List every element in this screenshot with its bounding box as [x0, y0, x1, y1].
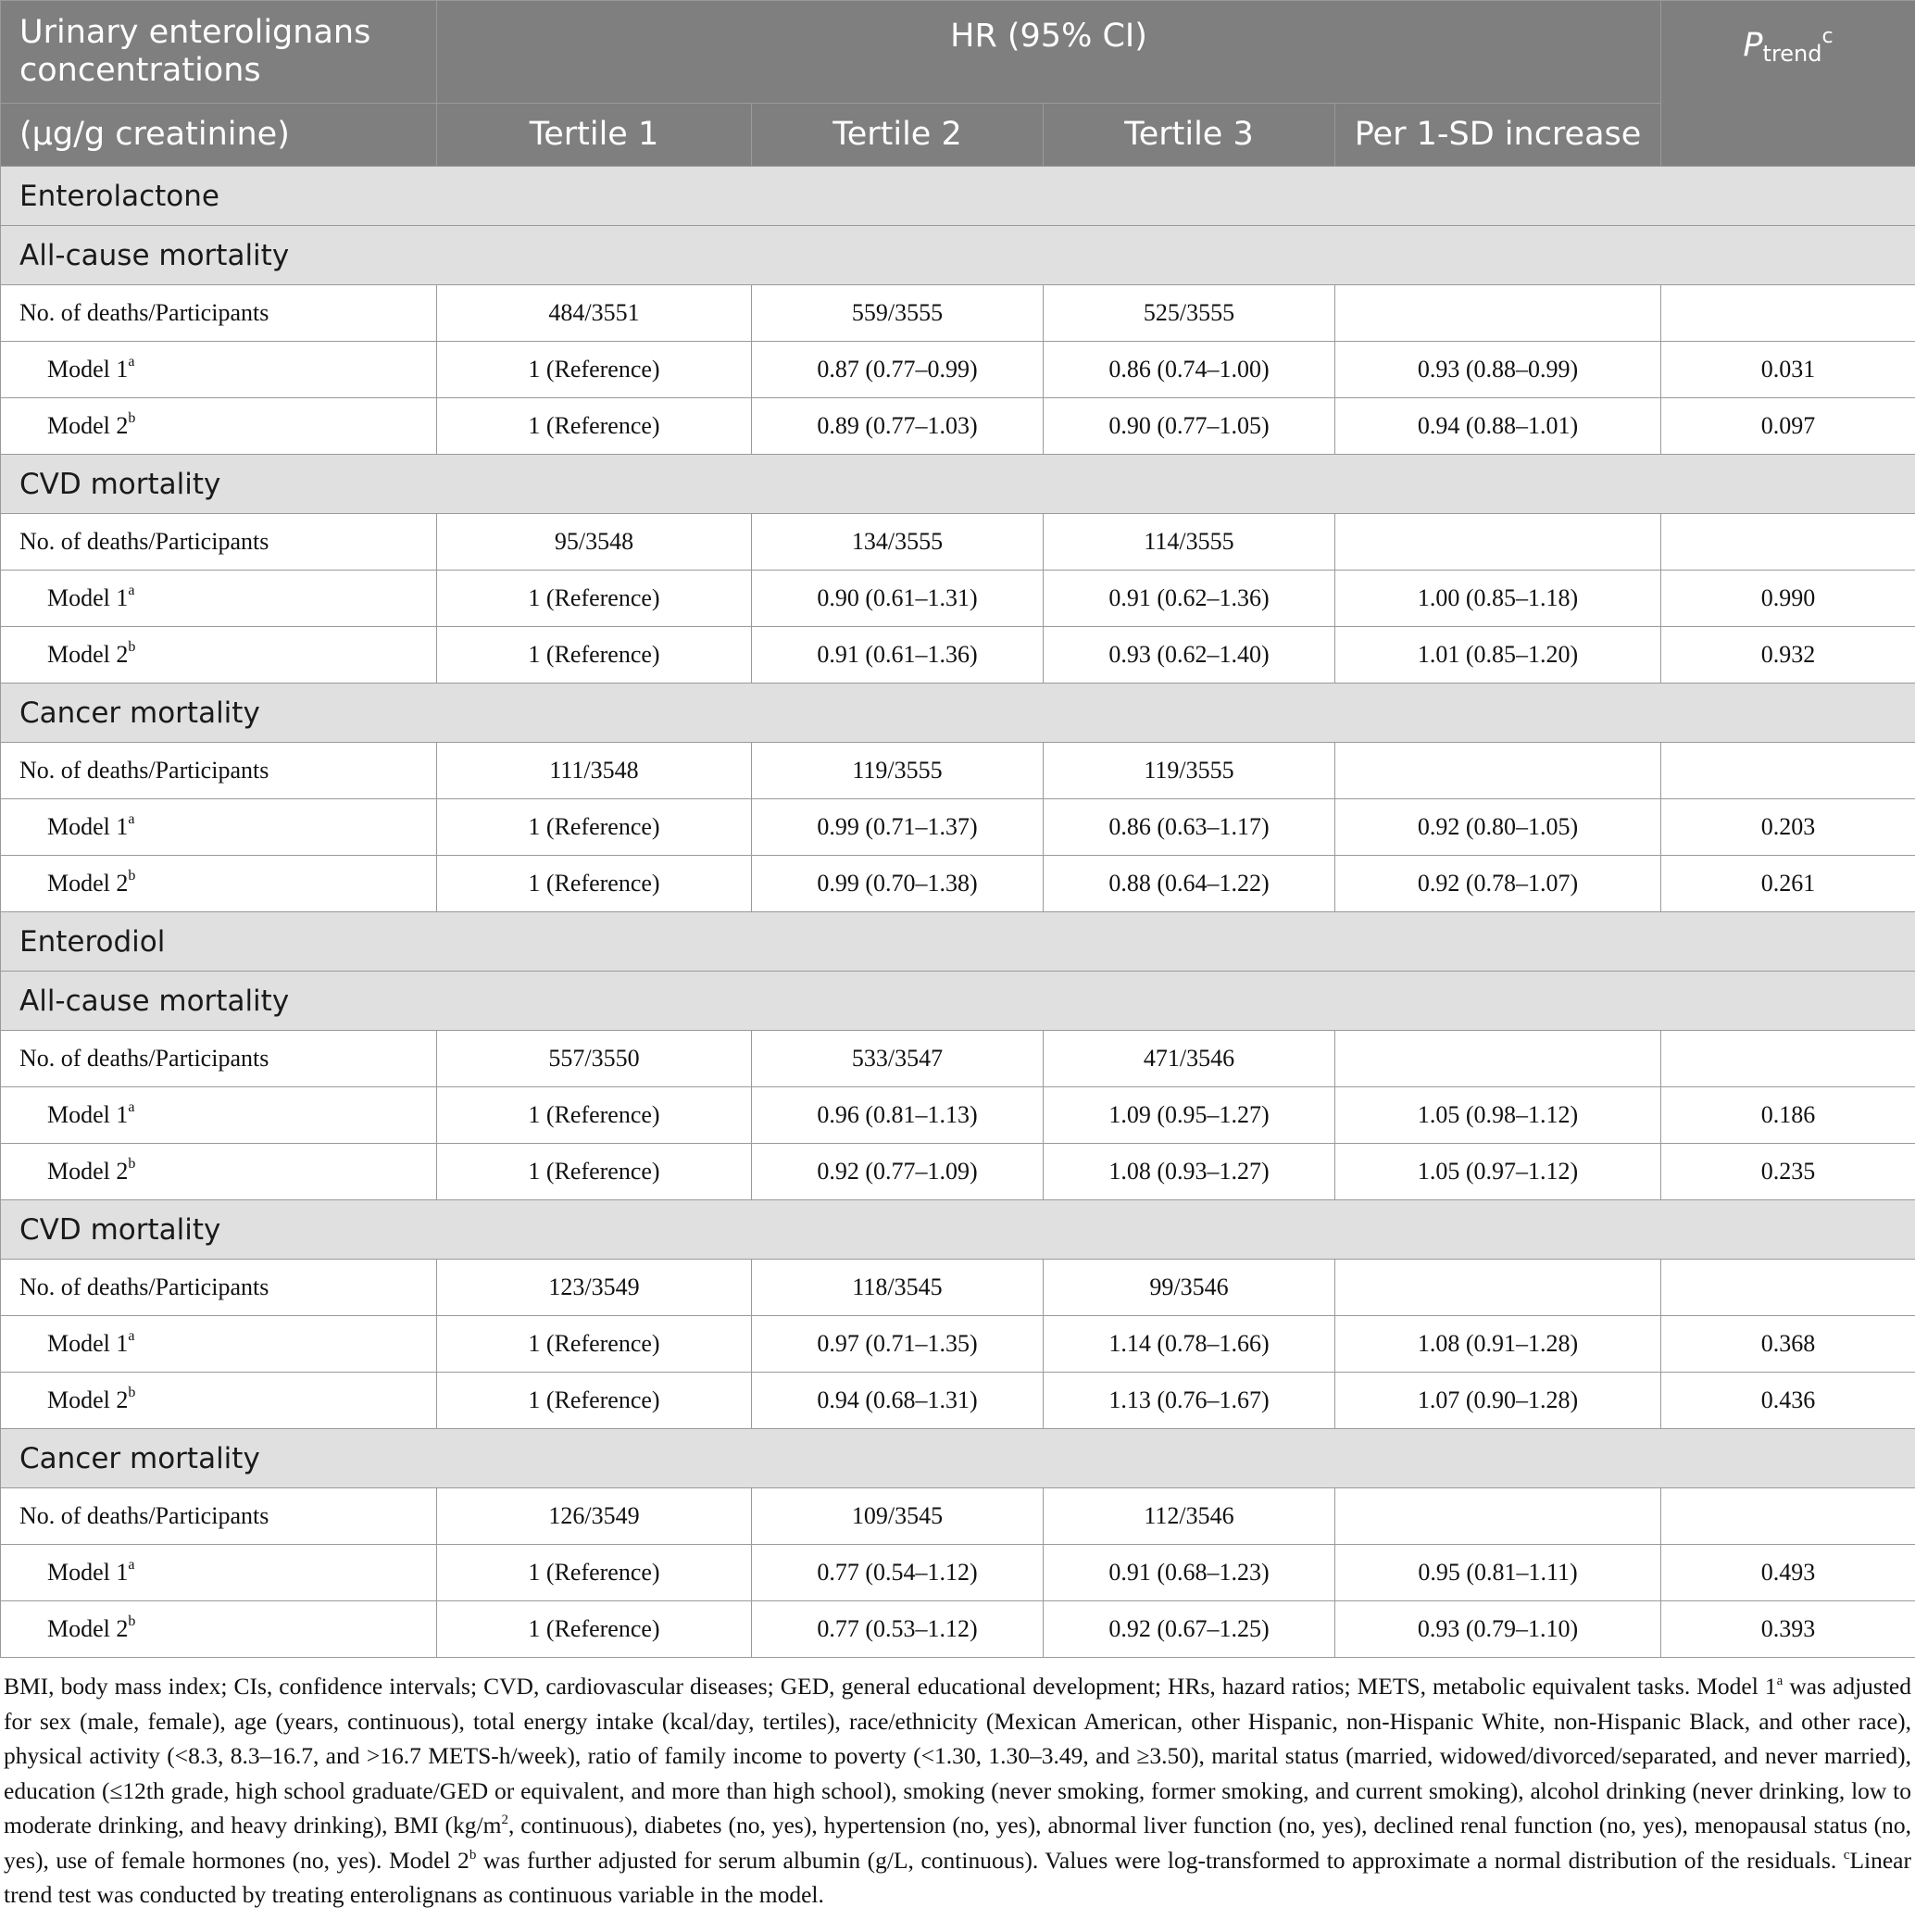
row-label-superscript: a: [128, 354, 135, 370]
cell-tertile-1: 1 (Reference): [437, 1373, 752, 1429]
cell-tertile-3: 471/3546: [1044, 1031, 1335, 1087]
p-trend-subscript: trend: [1762, 41, 1822, 67]
row-label-superscript: a: [128, 583, 135, 598]
table-footnote: [0, 1658, 1915, 1913]
row-label-cell: [1, 627, 437, 684]
row-label: Model 1: [47, 584, 129, 611]
outcome-row: [1, 1429, 1915, 1488]
cell-per-sd: 1.07 (0.90–1.28): [1335, 1373, 1661, 1429]
cell-tertile-2: 134/3555: [752, 514, 1044, 571]
cell-tertile-1: 1 (Reference): [437, 627, 752, 684]
footnote-sup-b: b: [469, 1847, 477, 1863]
section-label: Cancer mortality: [1, 1429, 1915, 1488]
cell-tertile-2: 0.92 (0.77–1.09): [752, 1144, 1044, 1200]
cell-p-trend: [1661, 514, 1915, 571]
cell-tertile-3: 0.92 (0.67–1.25): [1044, 1601, 1335, 1658]
row-label-cell: [1, 1545, 437, 1601]
cell-p-trend: 0.186: [1661, 1087, 1915, 1144]
cell-p-trend: 0.990: [1661, 571, 1915, 627]
table-body: [1, 167, 1915, 1658]
p-trend-symbol: P: [1743, 27, 1763, 64]
header-tertile-2: Tertile 2: [752, 104, 1044, 167]
cell-tertile-3: 0.91 (0.68–1.23): [1044, 1545, 1335, 1601]
row-label-cell: [1, 1087, 437, 1144]
cell-tertile-1: 123/3549: [437, 1260, 752, 1316]
cell-tertile-2: 118/3545: [752, 1260, 1044, 1316]
cell-tertile-3: 1.08 (0.93–1.27): [1044, 1144, 1335, 1200]
row-label: Model 2: [47, 1615, 129, 1642]
cell-per-sd: [1335, 514, 1661, 571]
cell-p-trend: 0.393: [1661, 1601, 1915, 1658]
cell-tertile-2: 559/3555: [752, 285, 1044, 342]
row-label: Model 2: [47, 870, 129, 897]
model-2-row: [1, 398, 1915, 455]
row-label-superscript: a: [128, 1099, 135, 1115]
cell-tertile-2: 0.89 (0.77–1.03): [752, 398, 1044, 455]
cell-tertile-1: 557/3550: [437, 1031, 752, 1087]
outcome-row: [1, 684, 1915, 743]
row-label-superscript: a: [128, 1557, 135, 1573]
cell-tertile-2: 0.96 (0.81–1.13): [752, 1087, 1044, 1144]
row-label: No. of deaths/Participants: [19, 757, 269, 784]
section-label: Enterolactone: [1, 167, 1915, 226]
model-1-row: [1, 1316, 1915, 1373]
deaths-row: [1, 743, 1915, 799]
cell-tertile-1: 95/3548: [437, 514, 752, 571]
cell-tertile-2: 0.97 (0.71–1.35): [752, 1316, 1044, 1373]
row-label-superscript: b: [128, 868, 136, 884]
row-label: Model 2: [47, 1386, 129, 1413]
cell-tertile-2: 0.90 (0.61–1.31): [752, 571, 1044, 627]
row-label-cell: [1, 514, 437, 571]
header-col1-units: (μg/g creatinine): [1, 104, 437, 167]
row-label-cell: [1, 856, 437, 912]
cell-tertile-3: 99/3546: [1044, 1260, 1335, 1316]
row-label: No. of deaths/Participants: [19, 528, 269, 555]
cell-p-trend: [1661, 1260, 1915, 1316]
outcome-row: [1, 1200, 1915, 1260]
cell-p-trend: [1661, 743, 1915, 799]
row-label-cell: [1, 743, 437, 799]
cell-tertile-1: 1 (Reference): [437, 856, 752, 912]
cell-per-sd: 0.93 (0.79–1.10): [1335, 1601, 1661, 1658]
cell-tertile-1: 1 (Reference): [437, 1087, 752, 1144]
row-label-superscript: b: [128, 1385, 136, 1400]
cell-tertile-1: 1 (Reference): [437, 342, 752, 398]
row-label-cell: [1, 1601, 437, 1658]
cell-tertile-3: 1.14 (0.78–1.66): [1044, 1316, 1335, 1373]
footnote-part-1: BMI, body mass index; CIs, confidence intervals; CVD, cardiovascular diseases; GED, general educational development; HRs, hazard ratios; METS, metabolic equivalent tasks. Model 1: [4, 1673, 1777, 1700]
header-col1-title: [1, 1, 437, 104]
section-label: CVD mortality: [1, 455, 1915, 514]
cell-p-trend: [1661, 1488, 1915, 1545]
row-label-cell: [1, 1373, 437, 1429]
cell-per-sd: 0.93 (0.88–0.99): [1335, 342, 1661, 398]
row-label-cell: [1, 342, 437, 398]
outcome-row: [1, 455, 1915, 514]
cell-tertile-1: 1 (Reference): [437, 799, 752, 856]
footnote-part-2: was adjusted for sex (male, female), age (years, continuous), total energy intake (kcal/day, tertiles), race/ethnicity (Mexican American, other Hispanic, non-Hispanic White, non-Hispanic Black, and other race), physical activity (<8.3, 8.3–16.7, and >16.7 METS-h/week), ratio of family income to poverty (<1.30, 1.30–3.49, and ≥3.50), marital status (married, widowed/divorced/separated, and never married), education (≤12th grade, high school graduate/GED or equivalent, and more than high school), smoking (never smoking, former smoking, and current smoking), alcohol drinking (never drinking, low to moderate drinking, and heavy drinking), BMI (kg/m: [4, 1673, 1911, 1838]
cell-tertile-1: 1 (Reference): [437, 1601, 752, 1658]
model-2-row: [1, 1601, 1915, 1658]
cell-tertile-1: 484/3551: [437, 285, 752, 342]
row-label-superscript: b: [128, 639, 136, 655]
cell-p-trend: 0.031: [1661, 342, 1915, 398]
header-hr-group: HR (95% CI): [437, 1, 1661, 104]
cell-tertile-3: 112/3546: [1044, 1488, 1335, 1545]
footnote-sup-2: 2: [501, 1813, 508, 1827]
deaths-row: [1, 285, 1915, 342]
cell-tertile-3: 1.09 (0.95–1.27): [1044, 1087, 1335, 1144]
cell-tertile-3: 0.86 (0.74–1.00): [1044, 342, 1335, 398]
row-label-superscript: a: [128, 811, 135, 827]
cell-per-sd: [1335, 1031, 1661, 1087]
cell-per-sd: 0.92 (0.80–1.05): [1335, 799, 1661, 856]
cell-per-sd: [1335, 743, 1661, 799]
row-label-cell: [1, 1488, 437, 1545]
row-label-cell: [1, 1031, 437, 1087]
deaths-row: [1, 1031, 1915, 1087]
cell-p-trend: 0.235: [1661, 1144, 1915, 1200]
cell-p-trend: [1661, 1031, 1915, 1087]
cell-tertile-3: 119/3555: [1044, 743, 1335, 799]
cell-tertile-2: 0.77 (0.54–1.12): [752, 1545, 1044, 1601]
deaths-row: [1, 1488, 1915, 1545]
model-1-row: [1, 1545, 1915, 1601]
row-label: Model 2: [47, 412, 129, 439]
section-label: Cancer mortality: [1, 684, 1915, 743]
cell-p-trend: 0.493: [1661, 1545, 1915, 1601]
row-label: No. of deaths/Participants: [19, 299, 269, 326]
cell-tertile-2: 0.99 (0.70–1.38): [752, 856, 1044, 912]
cell-tertile-3: 114/3555: [1044, 514, 1335, 571]
cell-p-trend: 0.436: [1661, 1373, 1915, 1429]
cell-tertile-3: 1.13 (0.76–1.67): [1044, 1373, 1335, 1429]
section-label: CVD mortality: [1, 1200, 1915, 1260]
cell-p-trend: 0.203: [1661, 799, 1915, 856]
cell-tertile-1: 1 (Reference): [437, 398, 752, 455]
cell-per-sd: 0.92 (0.78–1.07): [1335, 856, 1661, 912]
model-1-row: [1, 342, 1915, 398]
model-2-row: [1, 627, 1915, 684]
cell-p-trend: 0.932: [1661, 627, 1915, 684]
cell-tertile-1: 1 (Reference): [437, 1545, 752, 1601]
cell-tertile-2: 109/3545: [752, 1488, 1044, 1545]
compound-row-enterolactone: [1, 167, 1915, 226]
cell-per-sd: 1.01 (0.85–1.20): [1335, 627, 1661, 684]
row-label-cell: [1, 799, 437, 856]
cell-tertile-3: 0.86 (0.63–1.17): [1044, 799, 1335, 856]
cell-tertile-3: 525/3555: [1044, 285, 1335, 342]
cell-tertile-2: 119/3555: [752, 743, 1044, 799]
cell-tertile-1: 1 (Reference): [437, 571, 752, 627]
section-label: Enterodiol: [1, 912, 1915, 972]
row-label: Model 1: [47, 813, 129, 840]
cell-p-trend: 0.368: [1661, 1316, 1915, 1373]
cell-per-sd: 1.00 (0.85–1.18): [1335, 571, 1661, 627]
cell-tertile-1: 1 (Reference): [437, 1144, 752, 1200]
row-label: No. of deaths/Participants: [19, 1273, 269, 1300]
model-1-row: [1, 571, 1915, 627]
deaths-row: [1, 514, 1915, 571]
header-p-trend: [1661, 1, 1915, 167]
row-label: No. of deaths/Participants: [19, 1045, 269, 1072]
cell-tertile-3: 0.91 (0.62–1.36): [1044, 571, 1335, 627]
cell-per-sd: [1335, 1488, 1661, 1545]
cell-tertile-1: 111/3548: [437, 743, 752, 799]
cell-per-sd: [1335, 1260, 1661, 1316]
cell-tertile-3: 0.90 (0.77–1.05): [1044, 398, 1335, 455]
cell-per-sd: 1.05 (0.97–1.12): [1335, 1144, 1661, 1200]
outcome-row: [1, 972, 1915, 1031]
cell-tertile-1: 1 (Reference): [437, 1316, 752, 1373]
footnote-part-3: , continuous), diabetes (no, yes), hypertension (no, yes), abnormal liver function (no, yes), declined renal function (no, yes), menopausal status (no, yes), use of female hormones (no, yes). Model 2: [4, 1812, 1911, 1874]
cell-tertile-2: 0.77 (0.53–1.12): [752, 1601, 1044, 1658]
row-label: Model 1: [47, 1330, 129, 1357]
model-2-row: [1, 1373, 1915, 1429]
model-2-row: [1, 1144, 1915, 1200]
cell-p-trend: 0.261: [1661, 856, 1915, 912]
cell-per-sd: 1.08 (0.91–1.28): [1335, 1316, 1661, 1373]
deaths-row: [1, 1260, 1915, 1316]
row-label-cell: [1, 1316, 437, 1373]
footnote-sup-a: a: [1776, 1674, 1784, 1688]
cell-per-sd: 1.05 (0.98–1.12): [1335, 1087, 1661, 1144]
cell-tertile-1: 126/3549: [437, 1488, 752, 1545]
header-col1-line1: Urinary enterolignans concentrations: [19, 14, 371, 89]
header-per-sd: Per 1-SD increase: [1335, 104, 1661, 167]
row-label: Model 1: [47, 1559, 129, 1586]
cell-per-sd: 0.95 (0.81–1.11): [1335, 1545, 1661, 1601]
cell-tertile-3: 0.93 (0.62–1.40): [1044, 627, 1335, 684]
cell-tertile-2: 0.87 (0.77–0.99): [752, 342, 1044, 398]
row-label: Model 1: [47, 1101, 129, 1128]
row-label-superscript: b: [128, 1613, 136, 1629]
compound-row-enterodiol: [1, 912, 1915, 972]
cell-tertile-3: 0.88 (0.64–1.22): [1044, 856, 1335, 912]
header-tertile-1: Tertile 1: [437, 104, 752, 167]
footnote-sup-c: c: [1843, 1847, 1850, 1863]
row-label: Model 2: [47, 641, 129, 668]
footnote-part-4: was further adjusted for serum albumin (g/L, continuous). Values were log-transformed to approximate a normal distribution of the residuals.: [476, 1846, 1844, 1874]
model-1-row: [1, 799, 1915, 856]
header-row-1: [1, 1, 1915, 104]
row-label-cell: [1, 1260, 437, 1316]
row-label: Model 2: [47, 1158, 129, 1185]
cell-tertile-2: 533/3547: [752, 1031, 1044, 1087]
cell-tertile-2: 0.94 (0.68–1.31): [752, 1373, 1044, 1429]
cell-p-trend: 0.097: [1661, 398, 1915, 455]
cell-tertile-2: 0.91 (0.61–1.36): [752, 627, 1044, 684]
row-label: No. of deaths/Participants: [19, 1502, 269, 1529]
footnote-part-5: Linear trend test was conducted by treating enterolignans as continuous variable in the model.: [4, 1846, 1911, 1908]
model-2-row: [1, 856, 1915, 912]
section-label: All-cause mortality: [1, 226, 1915, 285]
row-label-superscript: a: [128, 1328, 135, 1344]
header-tertile-3: Tertile 3: [1044, 104, 1335, 167]
outcome-row: [1, 226, 1915, 285]
row-label-cell: [1, 285, 437, 342]
cell-per-sd: [1335, 285, 1661, 342]
cell-per-sd: 0.94 (0.88–1.01): [1335, 398, 1661, 455]
row-label-superscript: b: [128, 1156, 136, 1172]
row-label-superscript: b: [128, 410, 136, 426]
header-row-2: [1, 104, 1915, 167]
row-label-cell: [1, 398, 437, 455]
cell-tertile-2: 0.99 (0.71–1.37): [752, 799, 1044, 856]
row-label: Model 1: [47, 356, 129, 383]
p-trend-superscript: c: [1821, 25, 1834, 48]
cell-p-trend: [1661, 285, 1915, 342]
section-label: All-cause mortality: [1, 972, 1915, 1031]
model-1-row: [1, 1087, 1915, 1144]
row-label-cell: [1, 1144, 437, 1200]
row-label-cell: [1, 571, 437, 627]
